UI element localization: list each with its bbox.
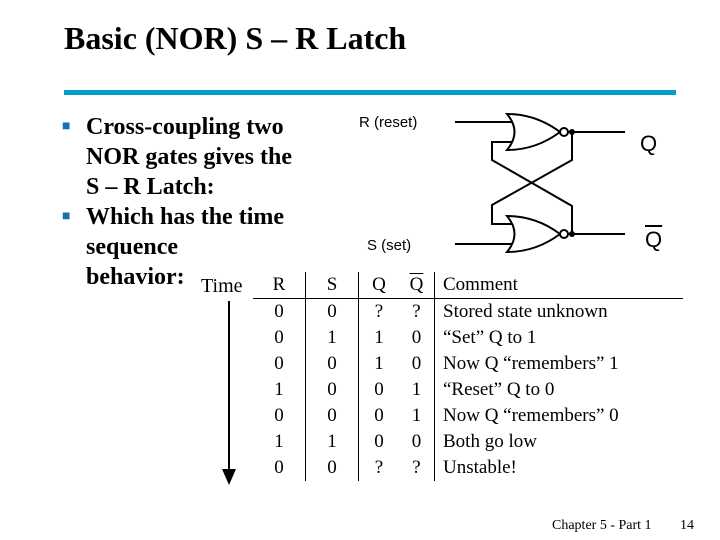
cell-comment: “Reset” Q to 0 — [443, 379, 555, 400]
cell-r: 0 — [253, 351, 306, 377]
bullet-2-line-2: sequence — [86, 234, 178, 260]
cell-comment: Unstable! — [443, 457, 517, 478]
cell-qbar: 0 — [399, 351, 435, 377]
sequence-table — [253, 272, 683, 481]
header-q: Q — [359, 272, 400, 299]
cell-comment: Both go low — [443, 431, 537, 452]
nor-gate-bottom — [507, 216, 560, 252]
cell-s: 0 — [306, 455, 359, 481]
table-header-row — [253, 272, 683, 299]
cell-s: 1 — [306, 325, 359, 351]
cell-q: ? — [374, 301, 384, 322]
inversion-bubble-top — [560, 128, 568, 136]
feedback-wire-qbar — [492, 142, 572, 234]
header-r: R — [253, 272, 306, 299]
cell-comment: Stored state unknown — [443, 301, 608, 322]
q-output-label: Q — [640, 131, 658, 156]
cell-r: 0 — [253, 325, 306, 351]
cell-q: 1 — [374, 327, 384, 348]
cell-qbar: 0 — [399, 429, 435, 455]
r-reset-label: R (reset) — [359, 114, 418, 131]
cell-comment: “Set” Q to 1 — [443, 327, 537, 348]
title-divider — [64, 90, 676, 95]
bullet-2-line-1: Which has the time — [86, 204, 284, 230]
slide-footer: Chapter 5 - Part 1 — [552, 518, 652, 533]
cell-comment: Now Q “remembers” 0 — [443, 405, 619, 426]
cell-q: 0 — [374, 405, 384, 426]
inversion-bubble-bottom — [560, 230, 568, 238]
table-row — [253, 299, 683, 326]
header-s: S — [306, 272, 359, 299]
cell-r: 0 — [253, 299, 306, 326]
table-row — [253, 455, 683, 481]
cell-s: 0 — [306, 377, 359, 403]
cell-s: 0 — [306, 351, 359, 377]
cell-qbar: ? — [399, 299, 435, 326]
time-axis-label: Time — [201, 275, 243, 297]
header-qbar: Q — [409, 274, 424, 295]
cell-s: 1 — [306, 429, 359, 455]
cell-q: 1 — [374, 353, 384, 374]
junction-dot-q — [569, 129, 575, 135]
s-set-label: S (set) — [367, 237, 412, 254]
cell-r: 1 — [253, 429, 306, 455]
cell-r: 1 — [253, 377, 306, 403]
cell-qbar: 1 — [399, 377, 435, 403]
header-comment: Comment — [435, 272, 684, 299]
cell-r: 0 — [253, 403, 306, 429]
bullet-list — [62, 112, 292, 292]
cell-qbar: 0 — [399, 325, 435, 351]
square-bullet-icon: ■ — [62, 119, 71, 134]
time-arrow-icon — [213, 299, 245, 489]
cell-qbar: 1 — [399, 403, 435, 429]
table-row — [253, 429, 683, 455]
nor-gate-top — [507, 114, 560, 150]
table-row — [253, 403, 683, 429]
cell-s: 0 — [306, 403, 359, 429]
cell-r: 0 — [253, 455, 306, 481]
cell-q: ? — [374, 457, 384, 478]
table-row — [253, 377, 683, 403]
bullet-item-2 — [62, 202, 292, 232]
slide-title: Basic (NOR) S – R Latch — [64, 20, 407, 56]
bullet-item-1 — [62, 112, 292, 142]
junction-dot-qbar — [569, 231, 575, 237]
cell-q: 0 — [374, 379, 384, 400]
bullet-2-line-3: behavior: — [86, 264, 185, 290]
cell-comment: Now Q “remembers” 1 — [443, 353, 619, 374]
page-number: 14 — [680, 518, 694, 533]
bullet-1-line-3: S – R Latch: — [86, 174, 215, 200]
square-bullet-icon: ■ — [62, 209, 71, 224]
bullet-1-line-1: Cross-coupling two — [86, 114, 284, 140]
cell-q: 0 — [374, 431, 384, 452]
feedback-wire-q — [492, 132, 572, 224]
cell-s: 0 — [306, 299, 359, 326]
bullet-1-line-2: NOR gates gives the — [86, 144, 292, 170]
table-row — [253, 325, 683, 351]
cell-qbar: ? — [399, 455, 435, 481]
qbar-output-label: Q — [645, 227, 663, 252]
table-row — [253, 351, 683, 377]
